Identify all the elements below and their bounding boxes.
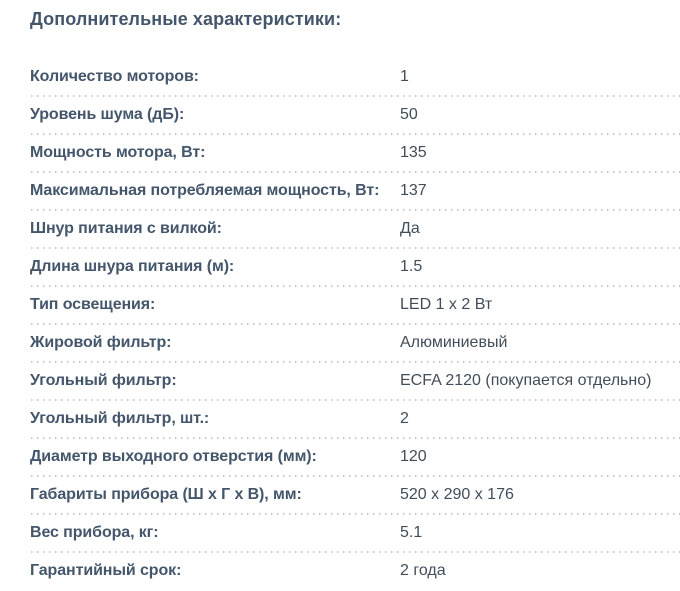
spec-value: Алюминиевый xyxy=(400,334,508,351)
spec-row xyxy=(30,135,680,173)
spec-label: Тип освещения: xyxy=(30,296,156,313)
spec-value: 137 xyxy=(400,182,427,199)
spec-value: 120 xyxy=(400,448,427,465)
spec-label: Шнур питания с вилкой: xyxy=(30,220,222,237)
spec-row xyxy=(30,211,680,249)
spec-label: Длина шнура питания (м): xyxy=(30,258,235,275)
spec-row xyxy=(30,515,680,553)
spec-label: Вес прибора, кг: xyxy=(30,524,159,541)
spec-value: LED 1 x 2 Вт xyxy=(400,296,493,313)
spec-row xyxy=(30,363,680,401)
spec-label: Диаметр выходного отверстия (мм): xyxy=(30,448,317,465)
spec-value: 5.1 xyxy=(400,524,423,541)
spec-value: 1.5 xyxy=(400,258,423,275)
spec-table xyxy=(30,59,680,591)
spec-value: 50 xyxy=(400,106,418,123)
spec-row xyxy=(30,325,680,363)
spec-row xyxy=(30,553,680,591)
spec-row xyxy=(30,59,680,97)
spec-value: Да xyxy=(400,220,420,237)
spec-row xyxy=(30,439,680,477)
section-title: Дополнительные характеристики: xyxy=(30,9,342,29)
spec-label: Максимальная потребляемая мощность, Вт: xyxy=(30,182,380,199)
spec-value: 135 xyxy=(400,144,427,161)
spec-label: Количество моторов: xyxy=(30,68,199,85)
spec-value: 520 x 290 x 176 xyxy=(400,486,514,503)
spec-label: Габариты прибора (Ш х Г х В), мм: xyxy=(30,486,302,503)
spec-label: Угольный фильтр: xyxy=(30,372,177,389)
spec-row xyxy=(30,249,680,287)
spec-row xyxy=(30,401,680,439)
spec-value: 2 года xyxy=(400,562,446,579)
spec-label: Мощность мотора, Вт: xyxy=(30,144,206,161)
spec-row xyxy=(30,477,680,515)
spec-label: Гарантийный срок: xyxy=(30,562,182,579)
spec-row xyxy=(30,97,680,135)
spec-row xyxy=(30,173,680,211)
spec-label: Угольный фильтр, шт.: xyxy=(30,410,210,427)
spec-row xyxy=(30,287,680,325)
spec-label: Уровень шума (дБ): xyxy=(30,106,185,123)
spec-value: 1 xyxy=(400,68,409,85)
spec-value: ECFA 2120 (покупается отдельно) xyxy=(400,372,652,389)
spec-value: 2 xyxy=(400,410,409,427)
spec-label: Жировой фильтр: xyxy=(30,334,172,351)
